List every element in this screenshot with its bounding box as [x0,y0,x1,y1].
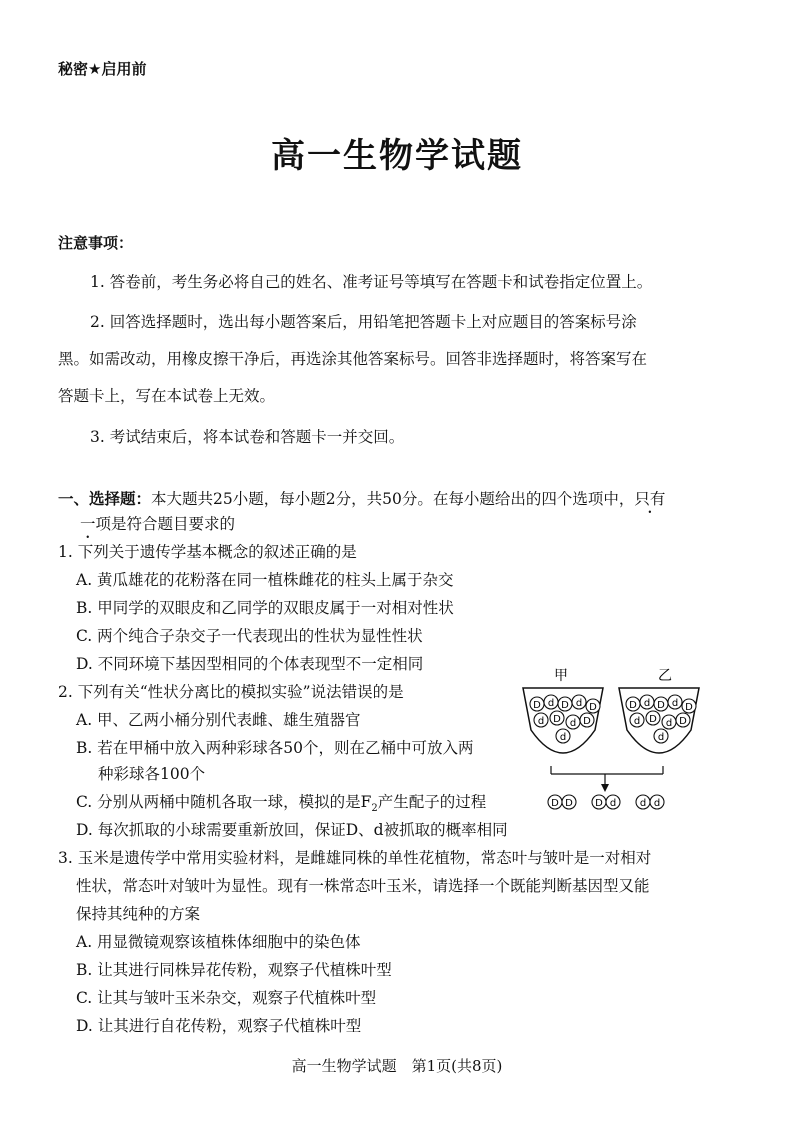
notice-heading: 注意事项： [58,234,134,252]
ball-left-5 [534,713,548,727]
ball-right-5 [630,713,644,727]
q2-option-b-line-1: B. 若在甲桶中放入两种彩球各50个，则在乙桶中可放入两 [76,739,474,757]
q1-option-c: C. 两个纯合子杂交子一代表现出的性状为显性性状 [76,627,423,645]
svg-text:D: D [565,798,573,809]
svg-text:d: d [639,798,647,809]
svg-text:D: D [649,714,657,725]
ball-right-2 [654,697,668,711]
q3-option-b: B. 让其进行同株异花传粉，观察子代植株叶型 [76,961,392,979]
svg-text:d: d [633,716,641,727]
svg-text:D: D [583,716,591,727]
q2-option-a: A. 甲、乙两小桶分别代表雌、雄生殖器官 [76,711,361,729]
ball-left-4 [586,699,600,713]
svg-text:d: d [559,732,567,743]
svg-text:d: d [609,798,617,809]
svg-text:D: D [657,700,665,711]
svg-text:D: D [533,700,541,711]
section-1-requirement: 项是符合题目要求的 [95,515,236,533]
svg-text:d: d [665,718,673,729]
bucket-right-label: 乙 [658,668,672,684]
svg-text:d: d [657,732,665,743]
result-pairs [548,795,664,809]
section-1-intro-line-2 [80,512,235,534]
svg-text:D: D [589,702,597,713]
ball-right-8 [676,713,690,727]
q3-option-c: C. 让其与皱叶玉米杂交，观察子代植株叶型 [76,989,377,1007]
bucket-figure [515,664,710,814]
result-ball-1 [562,795,576,809]
svg-text:D: D [595,798,603,809]
svg-text:d: d [643,698,651,709]
ball-left-0 [530,697,544,711]
ball-left-3 [572,695,586,709]
ball-right-7 [662,715,676,729]
result-ball-2 [592,795,606,809]
svg-text:D: D [551,798,559,809]
q3-stem-line-2: 性状，常态叶对皱叶为显性。现有一株常态叶玉米，请选择一个既能判断基因型又能 [76,877,650,895]
svg-text:d: d [653,798,661,809]
svg-text:d: d [575,698,583,709]
emphasis-one: 一 [80,515,96,533]
notice-item-2-line-1: 2. 回答选择题时，选出每小题答案后，用铅笔把答题卡上对应题目的答案标号涂 [90,313,637,331]
section-1-heading: 一、选择题： [58,490,152,508]
ball-left-8 [580,713,594,727]
ball-left-1 [544,695,558,709]
result-ball-5 [650,795,664,809]
q2-option-c-text: C. 分别从两桶中随机各取一球，模拟的是F [76,793,372,811]
q1-option-a: A. 黄瓜雄花的花粉落在同一植株雌花的柱头上属于杂交 [76,571,454,589]
page-footer: 高一生物学试题 第1页(共8页) [291,1057,503,1075]
page-title: 高一生物学试题 [271,136,523,176]
ball-left-2 [558,697,572,711]
svg-text:D: D [679,716,687,727]
q2-option-b-line-2: 种彩球各100个 [98,765,206,783]
notice-item-1: 1. 答卷前，考生务必将自己的姓名、准考证号等填写在答题卡和试卷指定位置上。 [90,273,653,291]
confidential-mark: 秘密★启用前 [58,60,147,78]
bucket-left-balls [530,695,600,743]
q3-option-d: D. 让其进行自花传粉，观察子代植株叶型 [76,1017,362,1035]
q3-stem-line-1: 3. 玉米是遗传学中常用实验材料，是雌雄同株的单性花植物，常态叶与皱叶是一对相对 [58,849,652,867]
q2-option-c [76,790,486,814]
svg-text:D: D [553,714,561,725]
svg-text:d: d [537,716,545,727]
emphasis-only: 只有 [634,490,666,508]
result-ball-4 [636,795,650,809]
bucket-right-balls [626,695,696,743]
result-ball-0 [548,795,562,809]
section-1-intro-line-1 [58,487,665,509]
ball-right-3 [668,695,682,709]
bucket-left-label: 甲 [554,668,568,684]
section-1-rules: 本大题共25小题，每小题2分，共50分。在每小题给出的四个选项中， [151,490,635,508]
q2-option-d: D. 每次抓取的小球需要重新放回，保证D、d被抓取的概率相同 [76,821,508,839]
svg-text:d: d [671,698,679,709]
arrow-down-icon [601,784,609,792]
ball-right-6 [646,711,660,725]
svg-text:D: D [685,702,693,713]
result-ball-3 [606,795,620,809]
ball-right-0 [626,697,640,711]
notice-item-3: 3. 考试结束后，将本试卷和答题卡一并交回。 [90,428,405,446]
svg-text:D: D [561,700,569,711]
ball-right-4 [682,699,696,713]
q3-stem-line-3: 保持其纯种的方案 [76,905,201,923]
svg-text:d: d [569,718,577,729]
q1-option-b: B. 甲同学的双眼皮和乙同学的双眼皮属于一对相对性状 [76,599,454,617]
q2-stem: 2. 下列有关“性状分离比的模拟实验”说法错误的是 [58,683,404,701]
ball-left-6 [550,711,564,725]
q1-option-d: D. 不同环境下基因型相同的个体表现型不一定相同 [76,655,424,673]
ball-right-1 [640,695,654,709]
ball-right-9 [654,729,668,743]
ball-left-9 [556,729,570,743]
ball-left-7 [566,715,580,729]
q3-option-a: A. 用显微镜观察该植株体细胞中的染色体 [76,933,361,951]
q2-option-c-text-end: 产生配子的过程 [377,793,487,811]
svg-text:d: d [547,698,555,709]
notice-item-2-line-2: 黑。如需改动，用橡皮擦干净后，再选涂其他答案标号。回答非选择题时，将答案写在 [58,350,648,368]
notice-item-2-line-3: 答题卡上，写在本试卷上无效。 [58,387,276,405]
svg-text:D: D [629,700,637,711]
q2-option-c-subscript: 2 [371,803,378,815]
q1-stem: 1. 下列关于遗传学基本概念的叙述正确的是 [58,543,357,561]
